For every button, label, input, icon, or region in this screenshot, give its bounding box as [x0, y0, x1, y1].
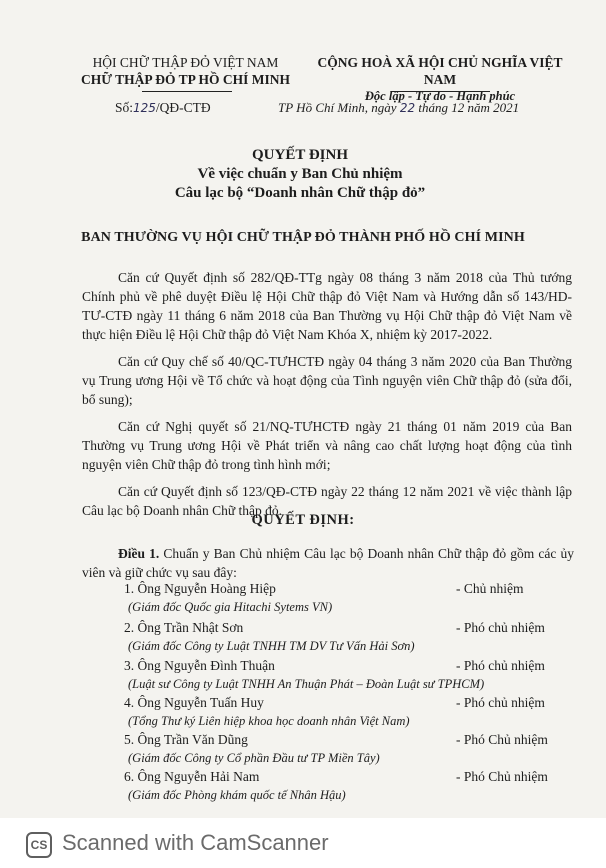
- decision-heading: QUYẾT ĐỊNH:: [251, 512, 355, 528]
- member-entry: [124, 580, 584, 616]
- title-line-1: QUYẾT ĐỊNH: [252, 147, 348, 163]
- parent-org-name: HỘI CHỮ THẬP ĐỎ VIỆT NAM: [92, 55, 279, 70]
- preamble: [82, 268, 572, 528]
- date-day: 22: [399, 101, 416, 115]
- preamble-paragraph: Căn cứ Quy chế số 40/QC-TƯHCTĐ ngày 04 tháng 3 năm 2020 của Ban Thường vụ Trung ương Hội về Tổ chức và hoạt động của Tình nguyện viên Chữ thập đỏ (sửa đổi, bổ sung);: [82, 354, 572, 407]
- member-job: (Tổng Thư ký Liên hiệp khoa học doanh nhân Việt Nam): [128, 714, 410, 728]
- nation-name: CỘNG HOÀ XÃ HỘI CHỦ NGHĨA VIỆT NAM: [317, 55, 563, 87]
- member-entry: [124, 694, 584, 730]
- date-prefix: TP Hồ Chí Minh, ngày: [278, 100, 397, 115]
- document-title: [160, 146, 440, 203]
- issuer-header: [78, 54, 293, 88]
- document-number-prefix: Số:: [115, 100, 134, 115]
- camscanner-logo-icon: CS: [26, 832, 52, 858]
- member-role: - Chủ nhiệm: [456, 581, 524, 596]
- member-role: - Phó Chủ nhiệm: [456, 769, 548, 784]
- member-job: (Luật sư Công ty Luật TNHH An Thuận Phát – Đoàn Luật sư TPHCM): [128, 677, 485, 691]
- member-job: (Giám đốc Công ty Cổ phần Đầu tư TP Miền Tây): [128, 751, 380, 765]
- member-role: - Phó chủ nhiệm: [456, 658, 545, 673]
- issuer-underline: [142, 91, 232, 92]
- member-name: 5. Ông Trần Văn Dũng: [124, 732, 248, 747]
- scanner-watermark-text: Scanned with CamScanner: [62, 830, 329, 855]
- national-header: [305, 54, 575, 105]
- member-role: - Phó chủ nhiệm: [456, 620, 545, 635]
- member-entry: [124, 657, 584, 693]
- motto-underline: [392, 91, 490, 92]
- member-name: 2. Ông Trần Nhật Sơn: [124, 620, 244, 635]
- article-1-label: Điều 1.: [118, 546, 160, 561]
- member-entry: [124, 768, 584, 804]
- member-job: (Giám đốc Công ty Luật TNHH TM DV Tư Vấn Hải Sơn): [128, 639, 415, 653]
- document-number-suffix: /QĐ-CTĐ: [155, 100, 211, 115]
- document-date: [278, 100, 570, 116]
- preamble-paragraph: Căn cứ Quyết định số 282/QĐ-TTg ngày 08 tháng 3 năm 2018 của Thủ tướng Chính phủ về phê duyệt Điều lệ Hội Chữ thập đỏ Việt Nam và Hướng dẫn số 143/HD-TƯ-CTĐ ngày 11 tháng 6 năm 2018 của Ban Thường vụ Hội Chữ thập đỏ Việt Nam về thực hiện Điều lệ Hội Chữ thập đỏ Việt Nam Khóa X, nhiệm kỳ 2017-2022.: [82, 270, 572, 342]
- preamble-paragraph: Căn cứ Quyết định số 123/QĐ-CTĐ ngày 22 tháng 12 năm 2021 về việc thành lập Câu lạc bộ Doanh nhân Chữ thập đỏ.: [82, 484, 572, 518]
- issuing-org-name: CHỮ THẬP ĐỎ TP HỒ CHÍ MINH: [80, 72, 291, 87]
- document-number: [115, 100, 211, 116]
- member-role: - Phó chủ nhiệm: [456, 695, 545, 710]
- member-role: - Phó Chủ nhiệm: [456, 732, 548, 747]
- preamble-paragraph: Căn cứ Nghị quyết số 21/NQ-TƯHCTĐ ngày 21 tháng 01 năm 2019 của Ban Thường vụ Trung ương Hội về Phát triển và nâng cao chất lượng hoạt động của tình nguyện viên Chữ thập đỏ trong tình hình mới;: [82, 419, 572, 472]
- member-job: (Giám đốc Phòng khám quốc tế Nhân Hậu): [128, 788, 346, 802]
- member-name: 1. Ông Nguyễn Hoàng Hiệp: [124, 581, 276, 596]
- document-number-value: 125: [133, 101, 156, 115]
- national-motto: Độc lập - Tự do - Hạnh phúc: [364, 89, 516, 103]
- member-name: 3. Ông Nguyễn Đình Thuận: [124, 658, 275, 673]
- member-job: (Giám đốc Quốc gia Hitachi Sytems VN): [128, 600, 333, 614]
- member-entry: [124, 731, 584, 767]
- board-heading: BAN THƯỜNG VỤ HỘI CHỮ THẬP ĐỎ THÀNH PHỐ HỒ CHÍ MINH: [81, 230, 525, 245]
- article-1: [82, 544, 574, 582]
- title-line-3: Câu lạc bộ “Doanh nhân Chữ thập đỏ”: [174, 185, 426, 201]
- member-name: 6. Ông Nguyễn Hải Nam: [124, 769, 260, 784]
- article-1-text: Chuẩn y Ban Chủ nhiệm Câu lạc bộ Doanh nhân Chữ thập đỏ gồm các ủy viên và giữ chức vụ sau đây:: [82, 546, 574, 580]
- title-line-2: Về việc chuẩn y Ban Chủ nhiệm: [197, 166, 403, 182]
- date-suffix: tháng 12 năm 2021: [418, 100, 520, 115]
- member-name: 4. Ông Nguyễn Tuấn Huy: [124, 695, 264, 710]
- member-entry: [124, 619, 584, 655]
